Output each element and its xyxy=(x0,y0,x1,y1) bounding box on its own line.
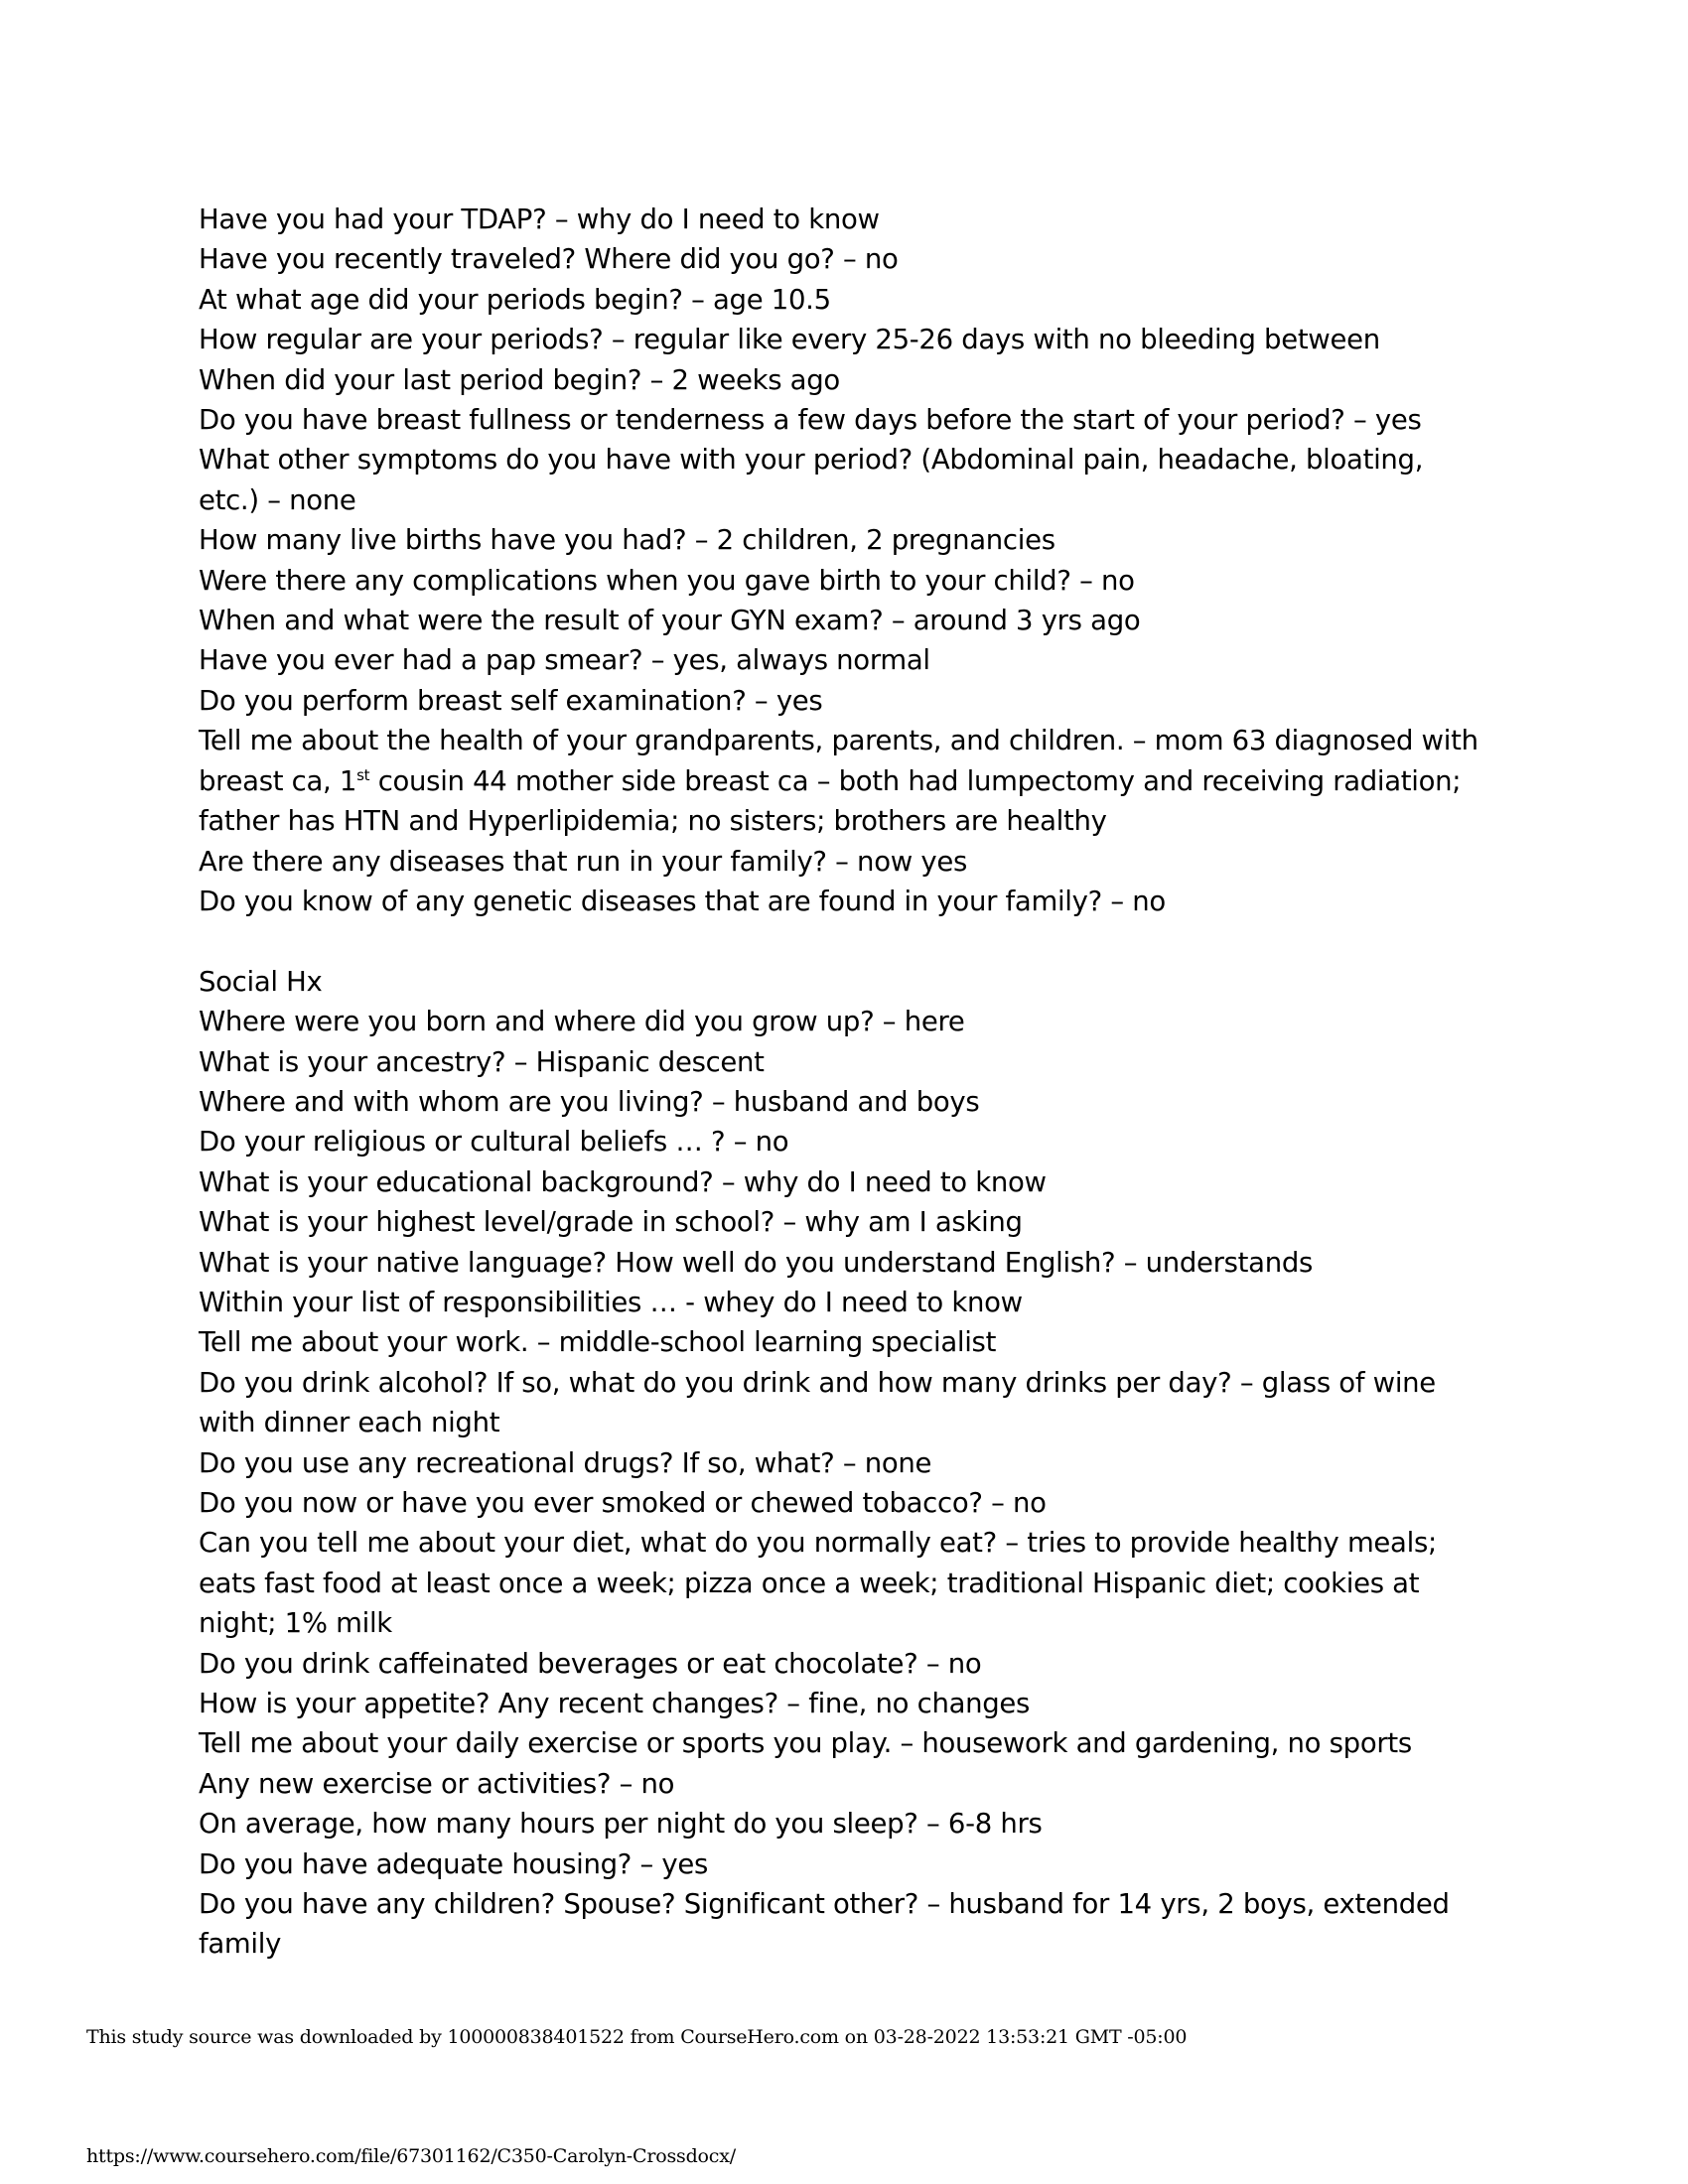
document-body xyxy=(199,200,1509,1965)
qa-line: with dinner each night xyxy=(199,1407,500,1439)
qa-line: Do you have breast fullness or tenderness a few days before the start of your period? – yes xyxy=(199,404,1422,437)
qa-line: Where were you born and where did you grow up? – here xyxy=(199,1006,965,1038)
qa-line: How many live births have you had? – 2 children, 2 pregnancies xyxy=(199,524,1055,557)
gyn-history-lines xyxy=(199,200,1509,761)
qa-line: family xyxy=(199,1928,282,1961)
qa-line: etc.) – none xyxy=(199,483,356,516)
blank-line xyxy=(199,921,1509,961)
qa-line: eats fast food at least once a week; pizza once a week; traditional Hispanic diet; cookies at xyxy=(199,1567,1420,1599)
qa-line: Tell me about your work. – middle-school learning specialist xyxy=(199,1326,997,1359)
qa-line: Within your list of responsibilities … - whey do I need to know xyxy=(199,1286,1023,1318)
qa-line: What is your educational background? – why do I need to know xyxy=(199,1165,1047,1198)
qa-line: Do you now or have you ever smoked or chewed tobacco? – no xyxy=(199,1486,1047,1519)
footer-url: https://www.coursehero.com/file/67301162/C350-Carolyn-Crossdocx/ xyxy=(86,2145,736,2167)
qa-line: Tell me about your daily exercise or sports you play. – housework and gardening, no sports xyxy=(199,1727,1412,1760)
family-history-line xyxy=(199,761,1509,801)
qa-line: father has HTN and Hyperlipidemia; no sisters; brothers are healthy xyxy=(199,805,1107,838)
qa-line: How regular are your periods? – regular like every 25-26 days with no bleeding between xyxy=(199,324,1380,356)
footer-source-notice: This study source was downloaded by 100000838401522 from CourseHero.com on 03-28-2022 13:53:21 GMT -05:00 xyxy=(86,2026,1188,2048)
family-line-text-start: breast ca, 1 xyxy=(199,764,357,797)
qa-line: Tell me about the health of your grandparents, parents, and children. – mom 63 diagnosed with xyxy=(199,725,1478,757)
qa-line: Have you had your TDAP? – why do I need to know xyxy=(199,204,880,235)
qa-line: Can you tell me about your diet, what do you normally eat? – tries to provide healthy meals; xyxy=(199,1527,1437,1560)
qa-line: What is your highest level/grade in school? – why am I asking xyxy=(199,1206,1023,1239)
qa-line: At what age did your periods begin? – age 10.5 xyxy=(199,283,831,316)
qa-line: Were there any complications when you gave birth to your child? – no xyxy=(199,564,1135,597)
qa-line: Are there any diseases that run in your family? – now yes xyxy=(199,845,967,878)
qa-line: What is your ancestry? – Hispanic descent xyxy=(199,1045,765,1078)
qa-line: What is your native language? How well do you understand English? – understands xyxy=(199,1246,1314,1279)
qa-line: Do your religious or cultural beliefs … ? – no xyxy=(199,1126,789,1159)
qa-line: What other symptoms do you have with your period? (Abdominal pain, headache, bloating, xyxy=(199,444,1424,477)
qa-line: Any new exercise or activities? – no xyxy=(199,1767,675,1800)
social-history-lines xyxy=(199,1002,1509,1965)
qa-line: Do you drink caffeinated beverages or eat chocolate? – no xyxy=(199,1647,982,1680)
qa-line: Have you ever had a pap smear? – yes, always normal xyxy=(199,644,930,677)
section-heading-social-hx: Social Hx xyxy=(199,965,323,998)
qa-line: On average, how many hours per night do you sleep? – 6-8 hrs xyxy=(199,1808,1043,1841)
qa-line: Where and with whom are you living? – husband and boys xyxy=(199,1085,980,1118)
family-line-text-end: cousin 44 mother side breast ca – both had lumpectomy and receiving radiation; xyxy=(369,764,1462,797)
qa-line: How is your appetite? Any recent changes? – fine, no changes xyxy=(199,1688,1031,1720)
qa-line: Do you have adequate housing? – yes xyxy=(199,1847,709,1880)
ordinal-superscript: st xyxy=(356,765,370,784)
qa-line: Do you have any children? Spouse? Significant other? – husband for 14 yrs, 2 boys, extended xyxy=(199,1888,1450,1921)
qa-line: Do you drink alcohol? If so, what do you drink and how many drinks per day? – glass of wine xyxy=(199,1366,1436,1399)
qa-line: Do you perform breast self examination? – yes xyxy=(199,684,823,717)
family-history-lines xyxy=(199,801,1509,921)
qa-line: Have you recently traveled? Where did you go? – no xyxy=(199,243,899,276)
qa-line: When and what were the result of your GYN exam? – around 3 yrs ago xyxy=(199,605,1141,637)
qa-line: Do you use any recreational drugs? If so, what? – none xyxy=(199,1446,932,1479)
qa-line: When did your last period begin? – 2 weeks ago xyxy=(199,363,840,396)
qa-line: night; 1% milk xyxy=(199,1607,392,1640)
qa-line: Do you know of any genetic diseases that are found in your family? – no xyxy=(199,885,1166,917)
